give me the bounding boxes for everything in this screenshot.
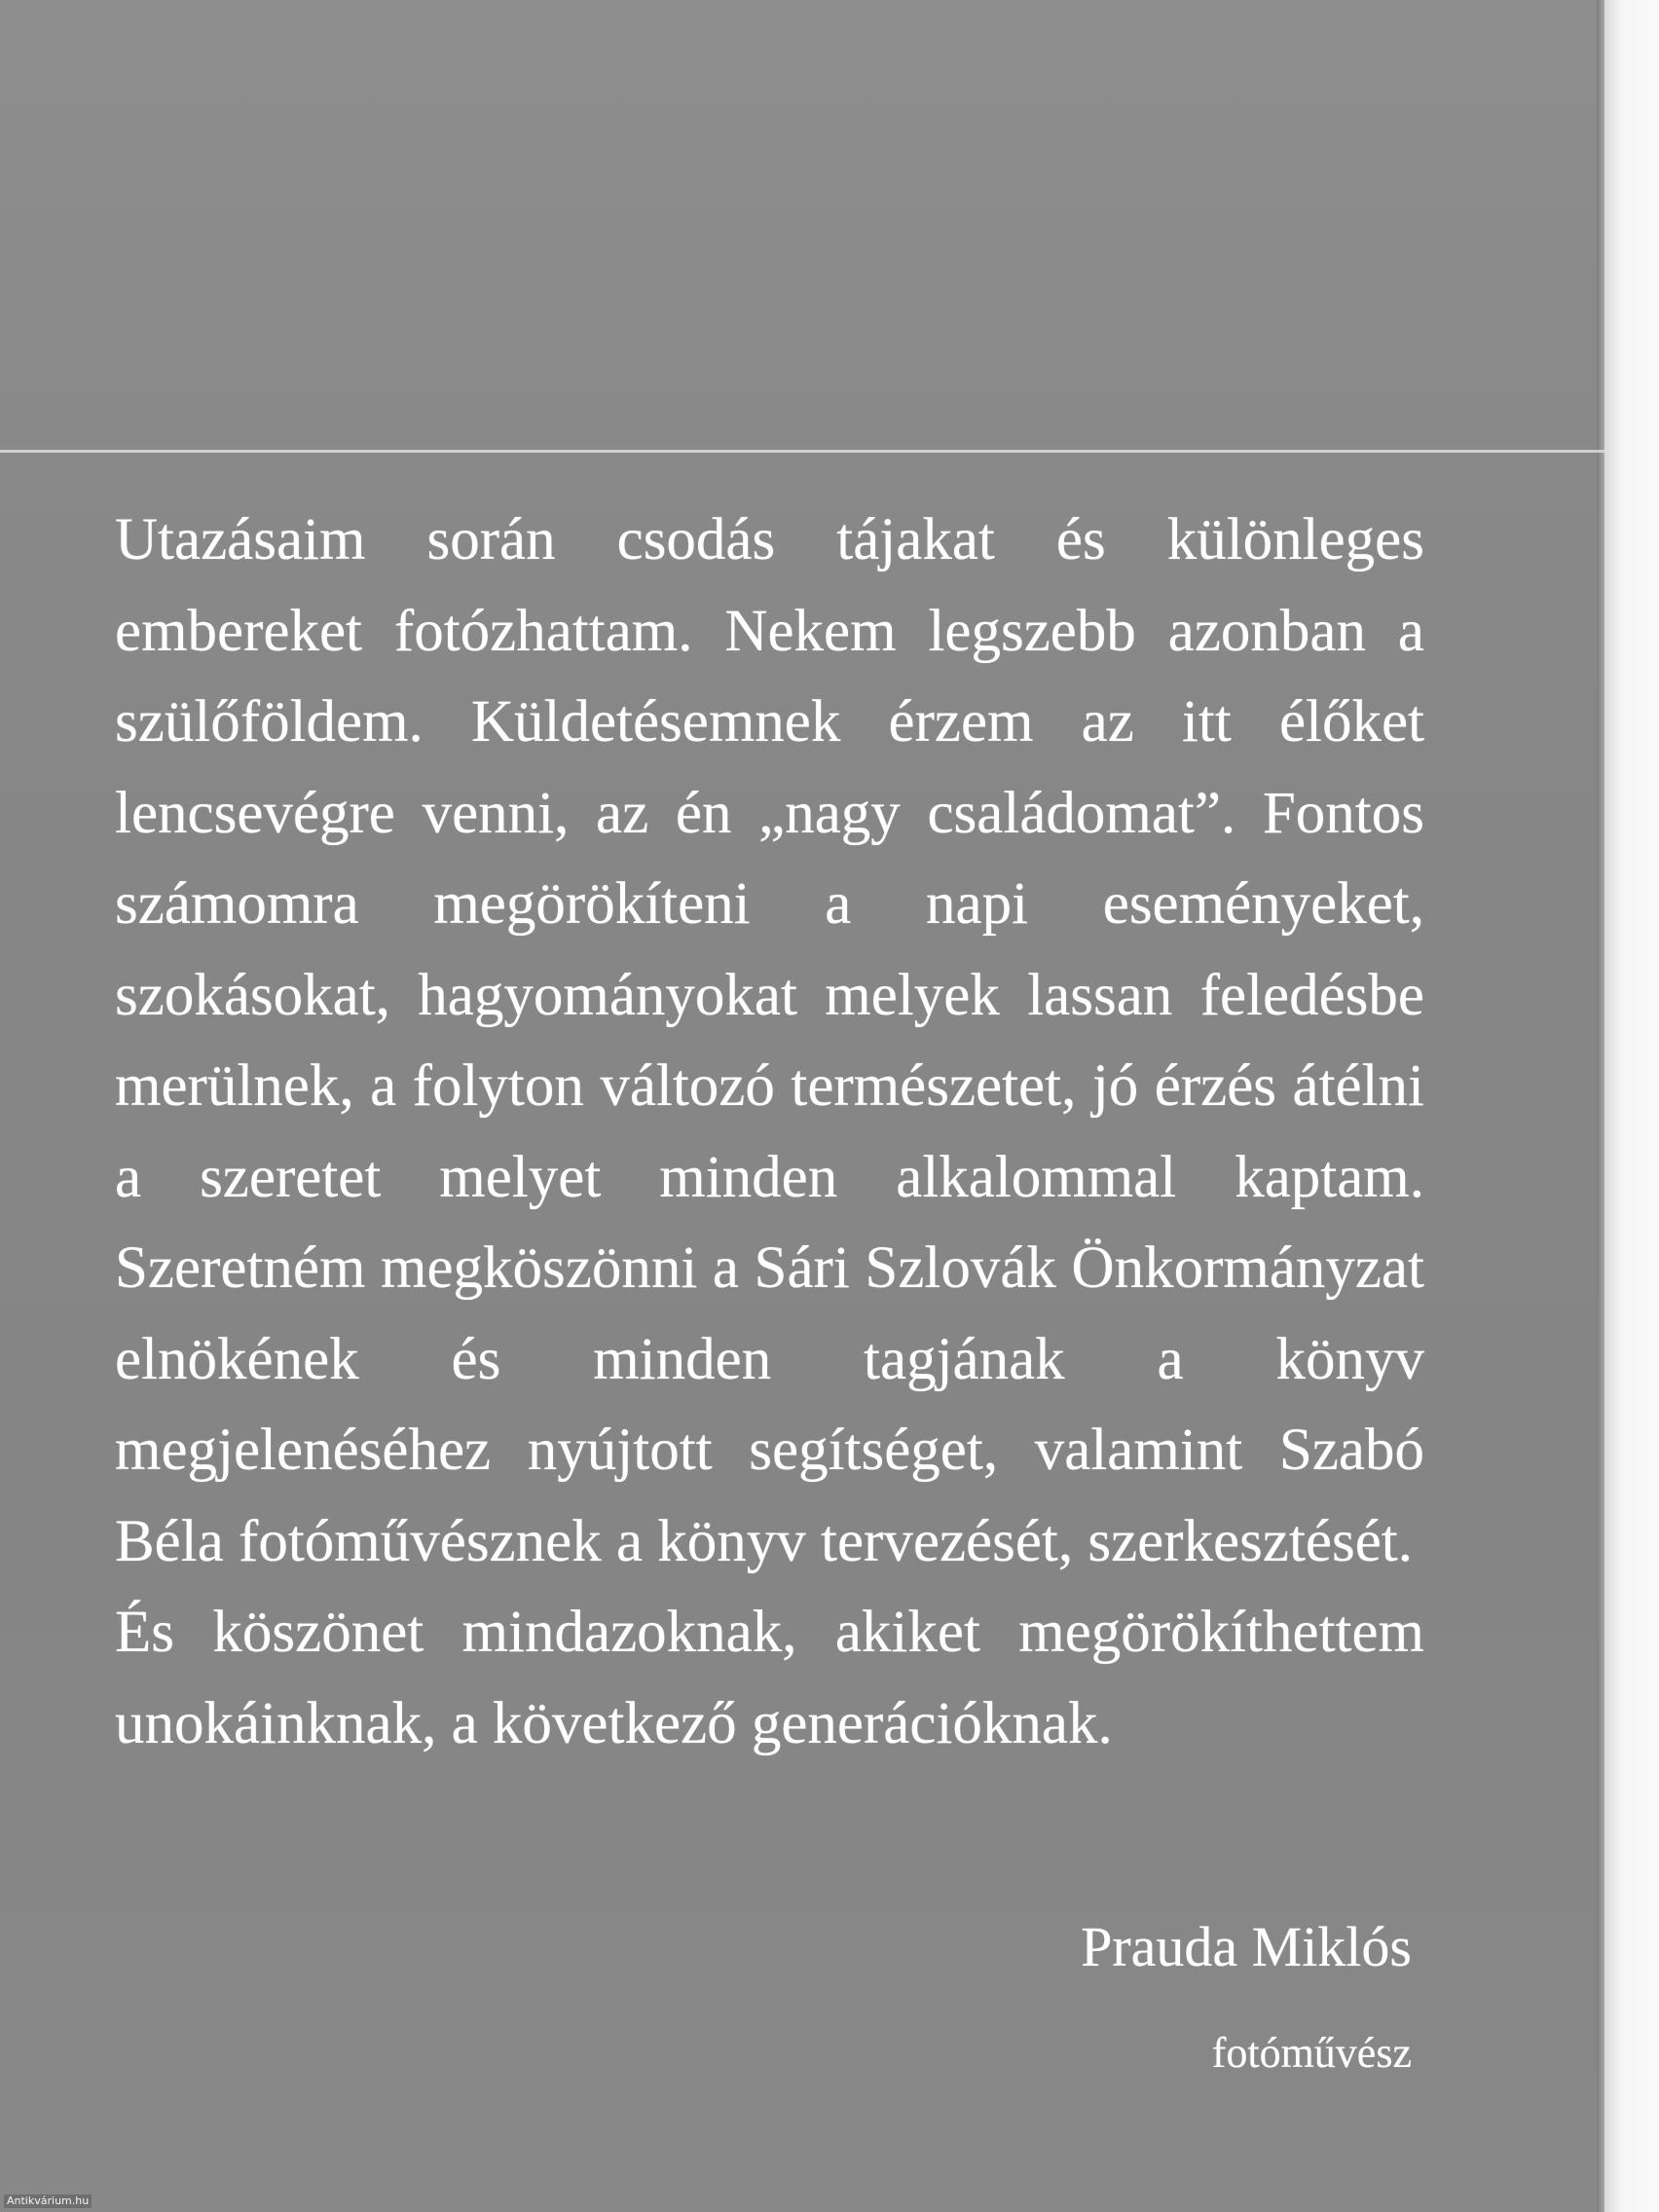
paragraph-2: És köszönet mindazoknak, akiket megörökíthettem unokáinknak, a következő generációknak. (115, 1600, 1424, 1756)
author-role: fotóművész (1211, 2029, 1412, 2077)
author-name: Prauda Miklós (1081, 1915, 1412, 1978)
body-text (115, 495, 1424, 1769)
divider-line (0, 450, 1604, 453)
watermark-label: Antikvárium.hu (4, 2194, 92, 2208)
paragraph-1: Utazásaim során csodás tájakat és különleges embereket fotózhattam. Nekem legszebb azonban a szülőföldem. Küldetésemnek érzem az itt élőket lencsevégre venni, az én „nagy családomat”. Fontos számomra megörökíteni a napi eseményeket, szokásokat, hagyományokat melyek lassan feledésbe merülnek, a folyton változó természetet, jó érzés átélni a szeretet melyet minden alkalommal kaptam. Szeretném megköszönni a Sári Szlovák Önkormányzat elnökének és minden tagjának a könyv megjelenéséhez nyújtott segítséget, valamint Szabó Béla fotóművésznek a könyv tervezését, szerkesztését. (115, 507, 1424, 1574)
signature (1081, 1908, 1412, 2087)
page-fold-strip (1604, 0, 1659, 2212)
fold-edge (1597, 0, 1604, 2212)
